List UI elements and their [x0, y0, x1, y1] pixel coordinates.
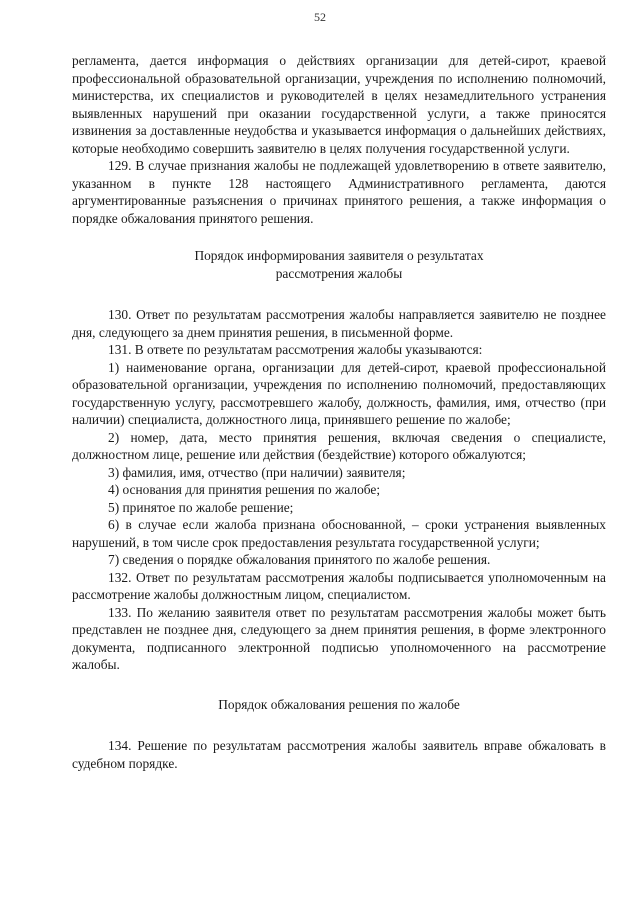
- list-item-4: 4) основания для принятия решения по жалобе;: [108, 482, 381, 497]
- paragraph-134: 134. Решение по результатам рассмотрения жалобы заявитель вправе обжаловать в судебном порядке.: [72, 738, 606, 771]
- page-number: 52: [314, 10, 326, 24]
- paragraph-132: 132. Ответ по результатам рассмотрения жалобы подписывается уполномоченным на рассмотрение жалобы должностным лицом, специалистом.: [72, 569, 606, 602]
- list-item-2: 2) номер, дата, место принятия решения, включая сведения о специалисте, должностном лице, решение или действия (бездействие) которого обжалуются;: [72, 429, 606, 462]
- list-item-5: 5) принятое по жалобе решение;: [108, 499, 294, 515]
- paragraph-129: 129. В случае признания жалобы не подлежащей удовлетворению в ответе заявителю, указанном в пункте 128 настоящего Административного регламента, даются аргументированные разъяснения о причинах принятого решения, а также информация о порядке обжалования принятого решения.: [72, 158, 606, 226]
- paragraph-continuation: регламента, дается информация о действиях организации для детей-сирот, краевой профессиональной образовательной организации, учреждения по исполнению полномочий, министерства, их специалистов и руководителей в целях незамедлительного устранения выявленных нарушений при оказании государственной услуги, а также приносятся извинения за доставленные неудобства и указывается информация о дальнейших действиях, которые необходимо совершить заявителю в целях получения государственной услуги.: [72, 53, 606, 156]
- paragraph-131: 131. В ответе по результатам рассмотрения жалобы указываются:: [108, 342, 483, 357]
- section-heading-line: Порядок информирования заявителя о результатах: [194, 248, 484, 263]
- list-item-3: 3) фамилия, имя, отчество (при наличии) заявителя;: [108, 464, 406, 480]
- list-item-6: 6) в случае если жалоба признана обоснованной, – сроки устранения выявленных нарушений, в том числе срок предоставления результата государственной услуги;: [72, 517, 606, 550]
- section-heading-appeal: Порядок обжалования решения по жалобе: [218, 696, 460, 712]
- document-body: [72, 52, 606, 772]
- paragraph-130: 130. Ответ по результатам рассмотрения жалобы направляется заявителю не позднее дня, следующего за днем принятия решения, в письменной форме.: [72, 307, 606, 340]
- section-heading-informing: [72, 247, 606, 282]
- section-heading-line: рассмотрения жалобы: [275, 265, 403, 281]
- list-item-1: 1) наименование органа, организации для детей-сирот, краевой профессиональной образовательной организации, учреждения по исполнению полномочий, предоставляющих государственную услугу, рассмотревшего жалобу, должность, фамилия, имя, отчество (при наличии) специалиста, должностного лица, принявшего решение по жалобе;: [72, 359, 606, 427]
- list-item-7: 7) сведения о порядке обжалования принятого по жалобе решения.: [108, 552, 491, 567]
- paragraph-133: 133. По желанию заявителя ответ по результатам рассмотрения жалобы может быть представлен не позднее дня, следующего за днем принятия решения, в форме электронного документа, подписанного электронной подписью уполномоченного на рассмотрение жалобы.: [72, 604, 606, 672]
